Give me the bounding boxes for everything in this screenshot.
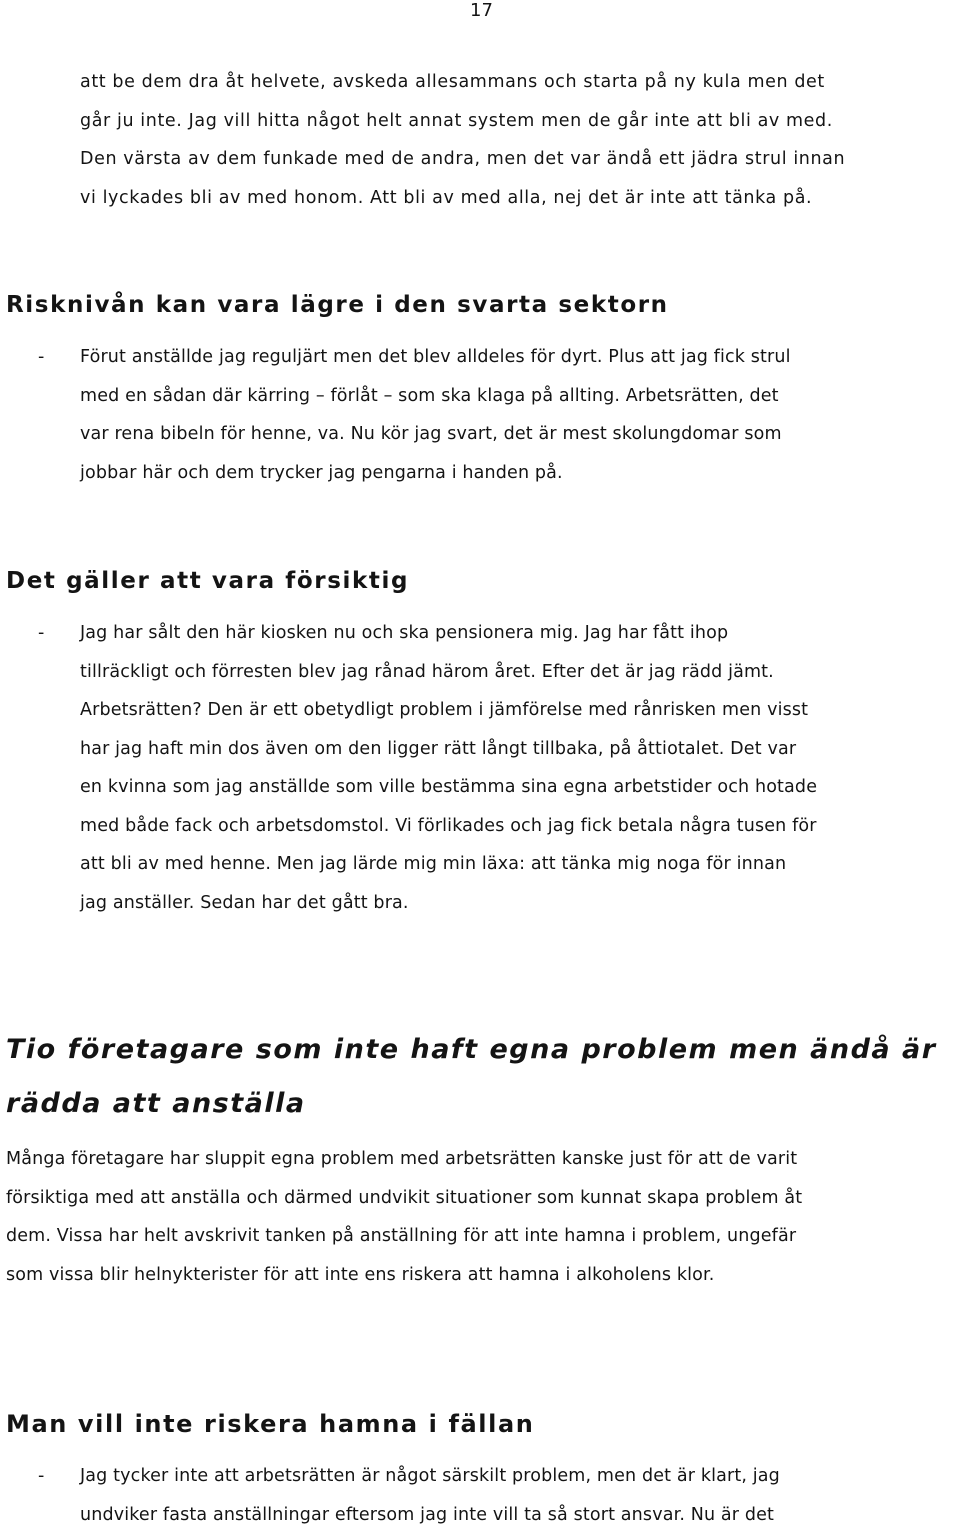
risk-line-3: var rena bibeln för henne, va. Nu kör jag svart, det är mest skolungdomar som (80, 415, 940, 454)
ten-line-2: försiktiga med att anställa och därmed undvikit situationer som kunnat skapa problem åt (6, 1179, 954, 1218)
intro-line-1: att be dem dra åt helvete, avskeda allesammans och starta på ny kula men det (80, 63, 940, 102)
intro-line-4: vi lyckades bli av med honom. Att bli av med alla, nej det är inte att tänka på. (80, 179, 940, 218)
ten-paragraph (6, 1140, 954, 1294)
careful-line-8: jag anställer. Sedan har det gått bra. (80, 884, 940, 923)
ten-heading-line-2: rädda att anställa (6, 1077, 946, 1131)
careful-line-4: har jag haft min dos även om den ligger rätt långt tillbaka, på åttiotalet. Det var (80, 730, 940, 769)
careful-line-2: tillräckligt och förresten blev jag rånad härom året. Efter det är jag rädd jämt. (80, 653, 940, 692)
careful-line-3: Arbetsrätten? Den är ett obetydligt problem i jämförelse med rånrisken men visst (80, 691, 940, 730)
quote-dash: - (38, 1457, 44, 1496)
risk-line-2: med en sådan där kärring – förlåt – som ska klaga på allting. Arbetsrätten, det (80, 377, 940, 416)
quote-dash: - (38, 614, 44, 653)
ten-heading-line-1: Tio företagare som inte haft egna problem men ändå är (6, 1023, 946, 1077)
section-heading-careful: Det gäller att vara försiktig (6, 566, 946, 596)
intro-line-2: går ju inte. Jag vill hitta något helt annat system men de går inte att bli av med. (80, 102, 940, 141)
careful-line-1: Jag har sålt den här kiosken nu och ska pensionera mig. Jag har fått ihop (80, 614, 940, 653)
section-heading-risk: Risknivån kan vara lägre i den svarta sektorn (6, 290, 946, 320)
ten-line-3: dem. Vissa har helt avskrivit tanken på anställning för att inte hamna i problem, ungefär (6, 1217, 954, 1256)
careful-line-6: med både fack och arbetsdomstol. Vi förlikades och jag fick betala några tusen för (80, 807, 940, 846)
ten-line-1: Många företagare har sluppit egna problem med arbetsrätten kanske just för att de varit (6, 1140, 954, 1179)
section-heading-ten (6, 1023, 946, 1131)
quote-dash: - (38, 338, 44, 377)
risk-quote (80, 338, 940, 492)
risk-line-4: jobbar här och dem trycker jag pengarna i handen på. (80, 454, 940, 493)
intro-line-3: Den värsta av dem funkade med de andra, men det var ändå ett jädra strul innan (80, 140, 940, 179)
careful-quote (80, 614, 940, 922)
trap-line-1: Jag tycker inte att arbetsrätten är något särskilt problem, men det är klart, jag (80, 1457, 940, 1496)
trap-line-2: undviker fasta anställningar eftersom jag inte vill ta så stort ansvar. Nu är det (80, 1496, 940, 1534)
careful-line-7: att bli av med henne. Men jag lärde mig min läxa: att tänka mig noga för innan (80, 845, 940, 884)
intro-paragraph (80, 63, 940, 217)
page-number: 17 (470, 0, 493, 22)
risk-line-1: Förut anställde jag reguljärt men det blev alldeles för dyrt. Plus att jag fick strul (80, 338, 940, 377)
careful-line-5: en kvinna som jag anställde som ville bestämma sina egna arbetstider och hotade (80, 768, 940, 807)
section-heading-trap: Man vill inte riskera hamna i fällan (6, 1409, 946, 1439)
trap-quote (80, 1457, 940, 1534)
ten-line-4: som vissa blir helnykterister för att inte ens riskera att hamna i alkoholens klor. (6, 1256, 954, 1295)
